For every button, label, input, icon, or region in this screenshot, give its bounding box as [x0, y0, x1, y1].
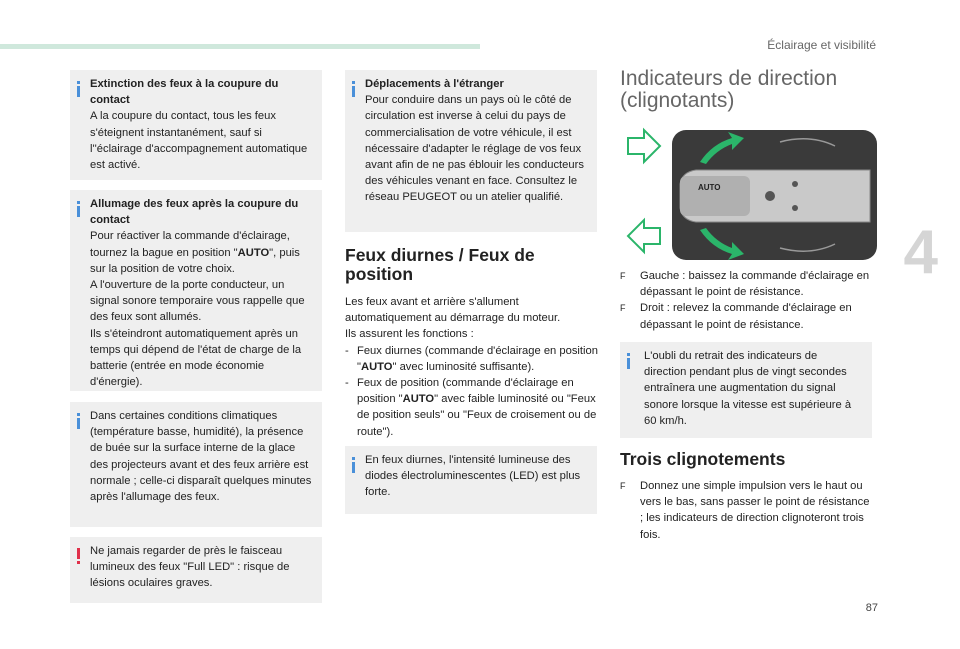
info-box-travel-abroad: [345, 70, 597, 232]
section-heading-turn-signals: Indicateurs de direction (clignotants): [620, 67, 838, 112]
arrow-right-icon: [628, 130, 660, 162]
list-item: F Donnez une simple impulsion vers le haut ou vers le bas, sans passer le point de résistance ; les indicateurs de direction clignoteront trois fois.: [620, 480, 870, 541]
info-box-led-intensity: [345, 446, 597, 514]
chapter-title: Éclairage et visibilité: [767, 38, 876, 52]
daytime-lights-text: [345, 294, 600, 440]
box-text: Ne jamais regarder de près le faisceau lumineux des feux "Full LED" : risque de lésions oculaires graves.: [90, 545, 290, 590]
box-text-3: Ils s'éteindront automatiquement après un temps qui dépend de l'état de charge de la batterie (entrée en mode économie d'énergie).: [90, 327, 302, 389]
warning-icon: [77, 548, 80, 562]
box-text: A la coupure du contact, tous les feux s'éteignent instantanément, sauf si l''éclairage d'accompagnement automatique est activé.: [90, 110, 308, 172]
arrow-left-icon: [628, 220, 660, 252]
section-heading-daytime-lights: Feux diurnes / Feux de position: [345, 245, 535, 284]
info-icon: [352, 81, 355, 95]
box-title: Déplacements à l'étranger: [365, 78, 504, 90]
stalk-body: [672, 130, 877, 260]
info-box-lights-on: [70, 190, 322, 391]
intro-text: Les feux avant et arrière s'allument automatiquement au démarrage du moteur.: [345, 296, 561, 325]
box-text: Pour conduire dans un pays où le côté de circulation est inverse à celui du pays de commercialisation de votre véhicule, il est nécessaire d'adapter le réglage de vos feux avant afin de ne pas éblouir les conducteurs des véhicules venant en face. Consultez le réseau PEUGEOT ou un atelier qualifié.: [365, 94, 584, 204]
header-bar: [0, 44, 480, 49]
info-icon: [77, 413, 80, 427]
three-flashes-text: [620, 478, 875, 543]
list-item: - Feux diurnes (commande d'éclairage en position "AUTO" avec luminosité suffisante).: [345, 344, 598, 373]
warning-box-led: [70, 537, 322, 603]
box-text: Pour réactiver la commande d'éclairage, tournez la bague en position "AUTO", puis sur la position de votre choix.: [90, 230, 300, 275]
box-title: Extinction des feux à la coupure du contact: [90, 78, 279, 107]
page-number: 87: [865, 602, 878, 614]
info-icon: [77, 201, 80, 215]
box-text: L'oubli du retrait des indicateurs de direction pendant plus de vingt secondes entraînera une augmentation du signal sonore lorsque la vitesse est supérieure à 60 km/h.: [644, 350, 852, 427]
info-icon: [352, 457, 355, 471]
turn-signal-stalk-illustration: [620, 124, 880, 264]
list-item: F Droit : relevez la commande d'éclairage en dépassant le point de résistance.: [620, 302, 852, 331]
info-icon: [77, 81, 80, 95]
info-box-lights-off: [70, 70, 322, 180]
box-text: En feux diurnes, l'intensité lumineuse des diodes électroluminescentes (LED) est plus forte.: [365, 454, 581, 499]
box-text: Dans certaines conditions climatiques (température basse, humidité), la présence de buée sur la surface interne de la glace des projecteurs avant et des feux arrière est normale ; celle-ci disparaît quelques minutes après l'allumage des feux.: [90, 410, 312, 504]
list-item: F Gauche : baissez la commande d'éclairage en dépassant le point de résistance.: [620, 270, 870, 299]
info-icon: [627, 353, 630, 367]
info-box-turn-signal-reminder: [620, 342, 872, 438]
chapter-number: 4: [903, 218, 938, 287]
box-title: Allumage des feux après la coupure du contact: [90, 198, 299, 227]
list-item: - Feux de position (commande d'éclairage en position "AUTO" avec faible luminosité ou "Feux de position seuls" ou "Feux de croisement ou de route").: [345, 377, 597, 438]
svg-text:AUTO: AUTO: [698, 183, 721, 192]
intro-text-2: Ils assurent les fonctions :: [345, 328, 474, 341]
section-heading-three-flashes: Trois clignotements: [620, 449, 786, 469]
info-box-condensation: [70, 402, 322, 527]
box-text-2: A l'ouverture de la porte conducteur, un signal sonore temporaire vous rappelle que des feux sont allumés.: [90, 279, 305, 324]
turn-signal-instructions: [620, 268, 875, 333]
